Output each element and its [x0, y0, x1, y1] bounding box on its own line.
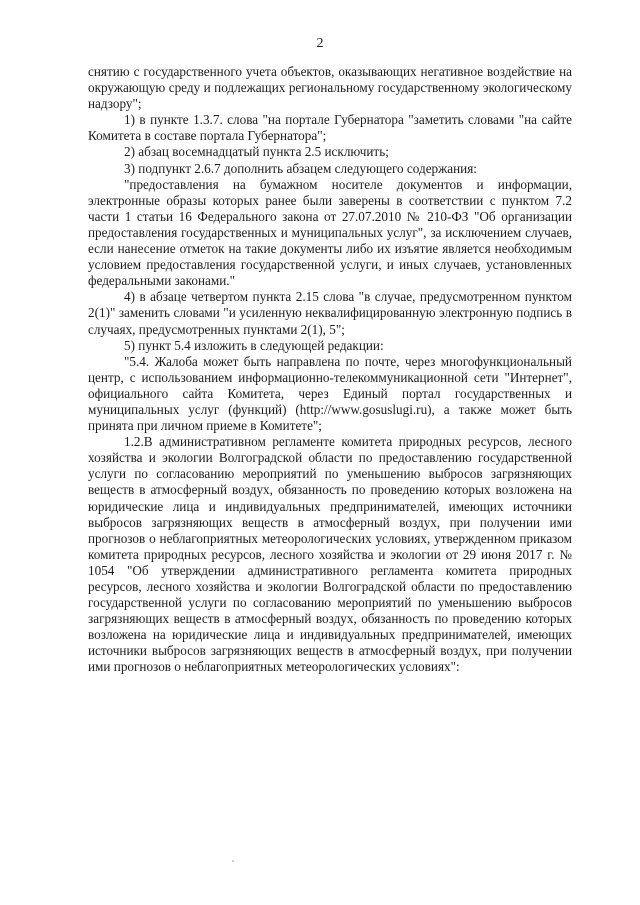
list-item-1: 1) в пункте 1.3.7. слова "на портале Губернатора "заметить словами "на сайте Комитета в составе портала Губернатора"; [88, 112, 572, 144]
page-number: 2 [316, 36, 324, 51]
list-item-3: 3) подпункт 2.6.7 дополнить абзацем следующего содержания: [124, 160, 477, 176]
list-item-5: 5) пункт 5.4 изложить в следующей редакции: [124, 337, 384, 353]
section-1-2-paragraph: 1.2.В административном регламенте комитета природных ресурсов, лесного хозяйства и экологии Волгоградской области по предоставлению государственной услуги по согласованию мероприятий по уменьшению выбросов загрязняющих веществ в атмосферный воздух, обязанность по проведению которых возложена на юридические лица и индивидуальных предпринимателей, имеющих источники выбросов загрязняющих веществ в атмосферный воздух, при получении ими прогнозов о неблагоприятных метеорологических условиях, утвержденном приказом комитета природных ресурсов, лесного хозяйства и экологии от 29 июня 2017 г. № 1054 "Об утверждении административного регламента комитета природных ресурсов, лесного хозяйства и экологии Волгоградской области по предоставлению государственной услуги по согласованию мероприятий по уменьшению выбросов загрязняющих веществ в атмосферный воздух, обязанность по проведению которых возложена на юридические лица и индивидуальных предпринимателей, имеющих источники выбросов загрязняющих веществ в атмосферный воздух, при получении ими прогнозов о неблагоприятных метеорологических условиях": [88, 434, 572, 675]
quoted-paragraph: "предоставления на бумажном носителе документов и информации, электронные образы которых ранее были заверены в соответствии с пунктом 7.2 части 1 статьи 16 Федерального закона от 27.07.2010 № 210-ФЗ "Об организации предоставления государственных и муниципальных услуг", за исключением случаев, если нанесение отметок на такие документы либо их изъятие является необходимым условием предоставления государственной услуги, и иных случаев, установленных федеральными законами." [88, 176, 572, 289]
quoted-paragraph-5-4: "5.4. Жалоба может быть направлена по почте, через многофункциональный центр, с использованием информационно-телекоммуникационной сети "Интернет", официального сайта Комитета, через Единый портал государственных и муниципальных услуг (функций) (http://www.gosuslugi.ru), а также может быть принята при личном приеме в Комитете"; [88, 353, 572, 434]
list-item-4: 4) в абзаце четвертом пункта 2.15 слова "в случае, предусмотренном пунктом 2(1)" заменить словами "и усиленную неквалифицированную электронную подпись в случаях, предусмотренных пунктами 2(1), 5"; [88, 289, 572, 337]
paragraph-continuation: снятию с государственного учета объектов, оказывающих негативное воздействие на окружающую среду и подлежащих региональному государственному экологическому надзору"; [88, 64, 572, 112]
list-item-2: 2) абзац восемнадцатый пункта 2.5 исключить; [124, 144, 389, 160]
scan-speck [232, 860, 234, 862]
document-body [88, 64, 572, 676]
